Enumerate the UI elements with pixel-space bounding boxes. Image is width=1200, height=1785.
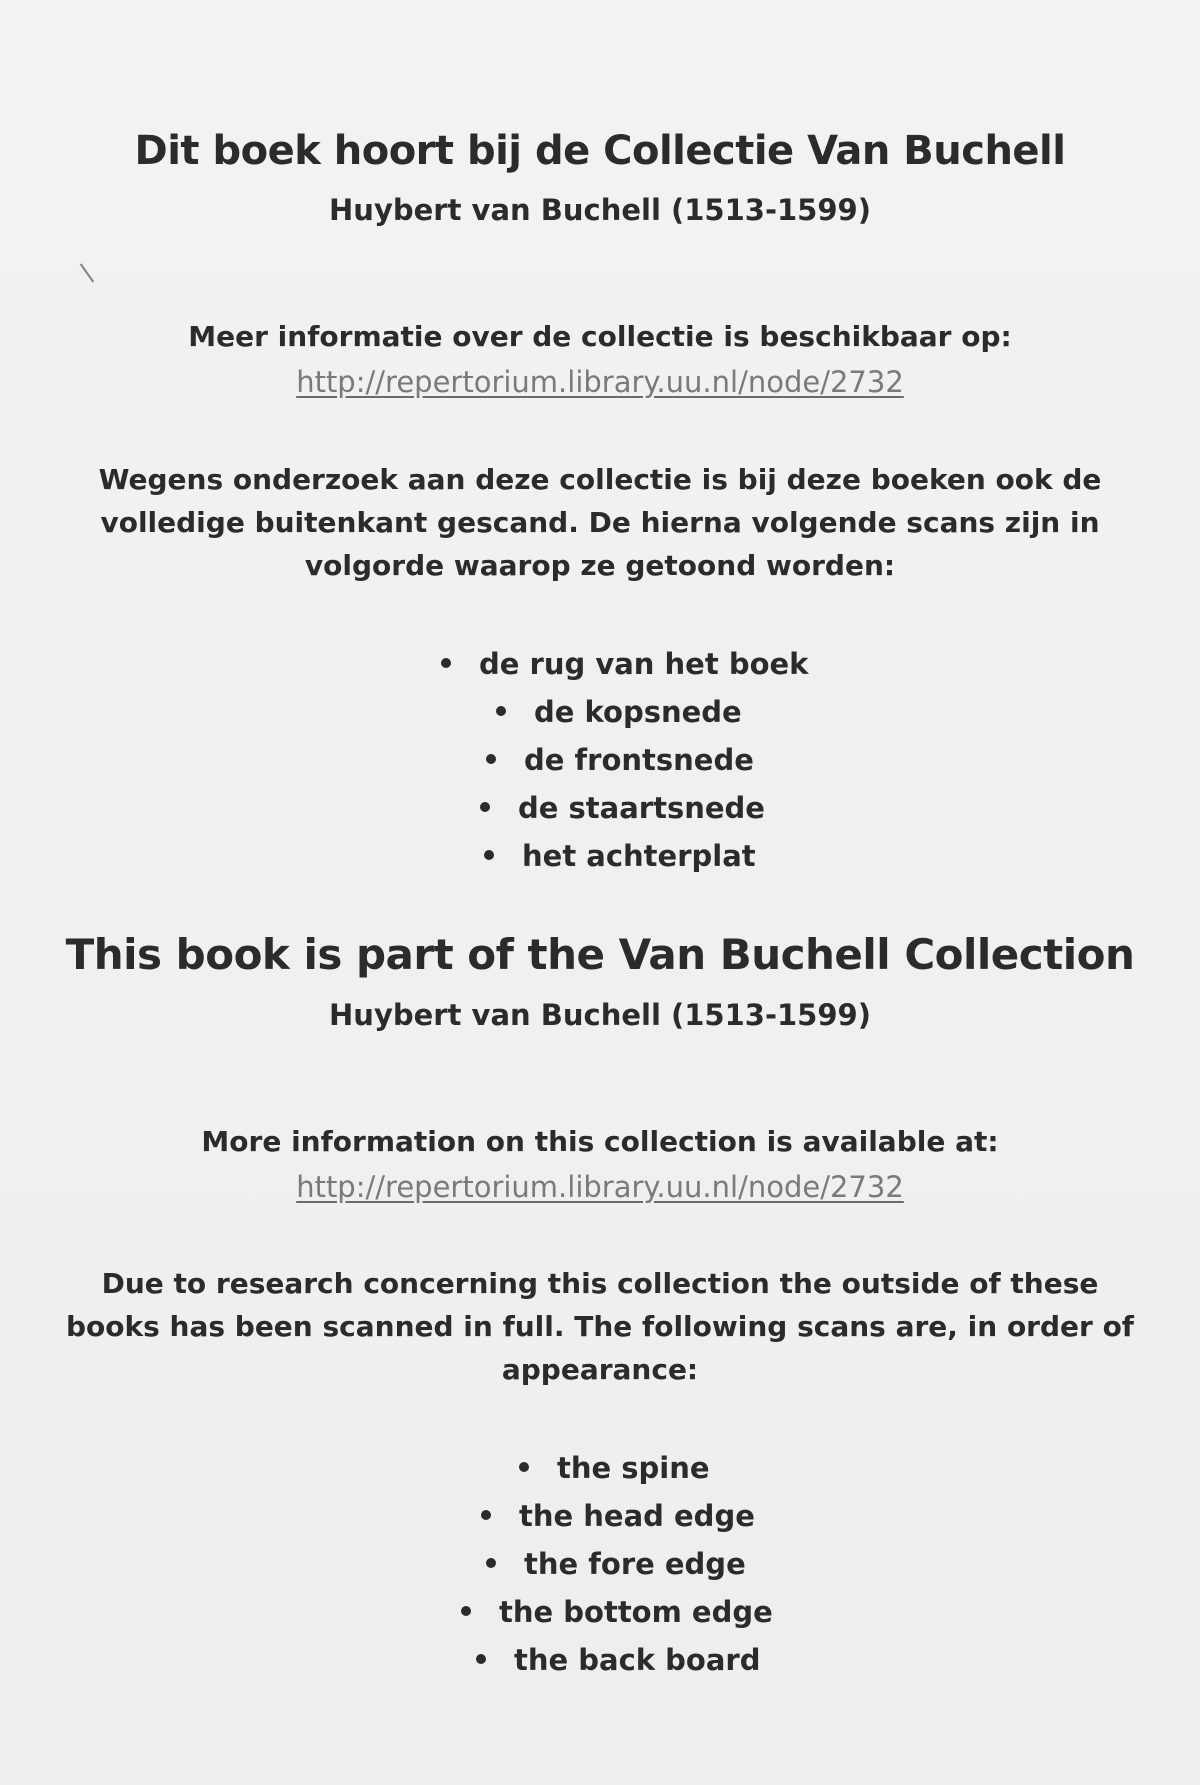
list-item: de rug van het boek [441,647,808,681]
list-item: the back board [476,1643,761,1677]
bullet-icon [486,1558,496,1568]
info-en: More information on this collection is available at: [201,1125,999,1158]
link-wrapper-nl [0,365,1200,399]
paragraph-line: Due to research concerning this collection the outside of these [101,1267,1099,1300]
list-item: the fore edge [486,1547,746,1581]
paragraph-nl [0,458,1200,587]
paragraph-line: volgorde waarop ze getoond worden: [304,549,896,582]
bullet-icon [496,706,506,716]
bullet-icon [441,658,451,668]
title-nl: Dit boek hoort bij de Collectie Van Buchell [134,128,1066,174]
bullet-icon [484,850,494,860]
paragraph-line: appearance: [501,1353,699,1386]
paragraph-line: Wegens onderzoek aan deze collectie is bij deze boeken ook de [98,463,1102,496]
bullet-icon [461,1606,471,1616]
paragraph-en [0,1262,1200,1391]
bullet-icon [519,1462,529,1472]
info-nl: Meer informatie over de collectie is beschikbaar op: [188,320,1012,353]
bullet-icon [476,1654,486,1664]
subtitle-en: Huybert van Buchell (1513-1599) [329,998,871,1032]
list-item: het achterplat [484,839,756,873]
subtitle-nl: Huybert van Buchell (1513-1599) [329,193,871,227]
bullet-icon [486,754,496,764]
link-wrapper-en [0,1170,1200,1204]
bullet-icon [481,1510,491,1520]
list-item: the bottom edge [461,1595,773,1629]
paragraph-line: books has been scanned in full. The following scans are, in order of [65,1310,1134,1343]
list-item: de kopsnede [496,695,742,729]
pen-mark [80,263,94,282]
list-item: the head edge [481,1499,755,1533]
list-item: the spine [519,1451,710,1485]
bullet-icon [480,802,490,812]
collection-link-en[interactable]: http://repertorium.library.uu.nl/node/2732 [296,1170,904,1204]
list-item: de staartsnede [480,791,765,825]
list-item: de frontsnede [486,743,754,777]
paragraph-line: volledige buitenkant gescand. De hierna volgende scans zijn in [100,506,1100,539]
title-en: This book is part of the Van Buchell Collection [65,930,1135,979]
collection-link-nl[interactable]: http://repertorium.library.uu.nl/node/2732 [296,365,904,399]
